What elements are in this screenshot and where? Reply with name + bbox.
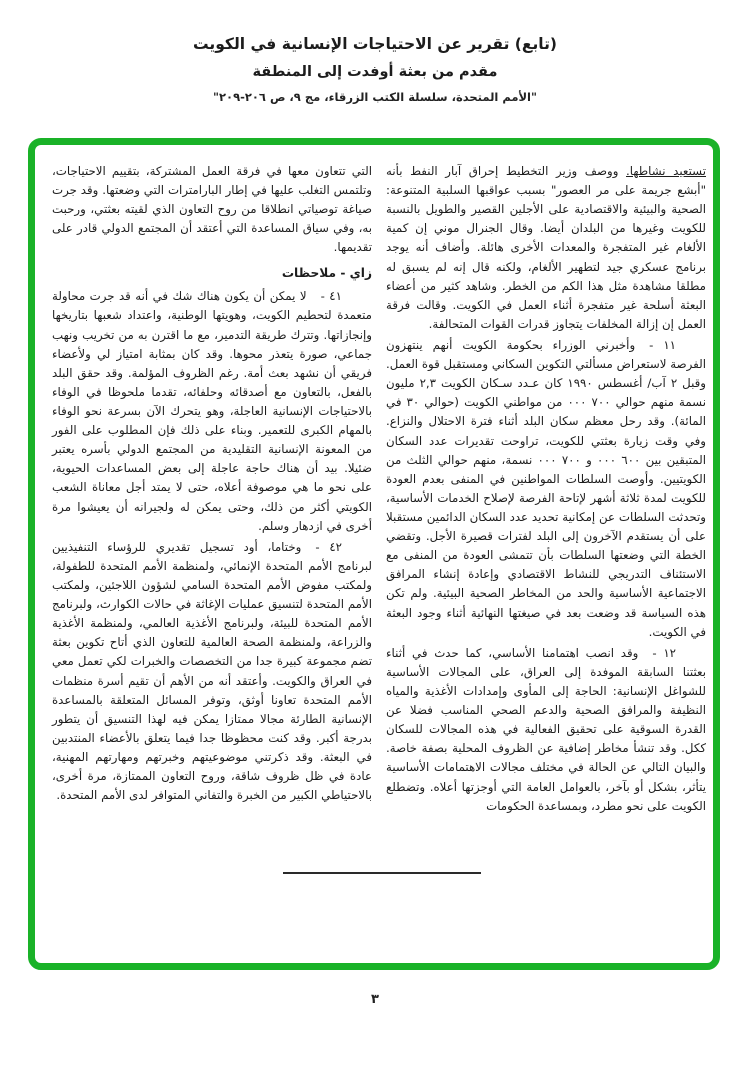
paragraph-number: ٤٢ - [315,539,342,554]
source-citation: "الأمم المتحدة، سلسلة الكتب الزرقاء، مج ٩، ص ٢٠٦-٢٠٩" [213,89,537,104]
paragraph-number: ٤١ - [320,289,342,304]
paragraph-text: وأخبرني الوزراء بحكومة الكويت أنهم ينتهزون الفرصة لاستعراض مسألتي التكوين السكاني ومستقبل قوة العمل. وقبل ٢ آب/ أغسطس ١٩٩٠ كان عـدد سـكان الكويت ٢,٣ مليون نسمة منهم حوالي ٧٠٠ ٠٠٠ من مواطني الكويت (حوالي ٣٠ في المائة). وقد رحل معظم سكان البلد أثناء فترة الاحتلال والنزاع. وفي وقت زيارة بعثتي للكويت، تراوحت تقديرات عدد السكان المتبقين بين ٦٠٠ ٠٠٠ و ٧٠٠ ٠٠٠ نسمة، منهم حوالي الثلث من الكويتيين. وأوصت السلطات المواطنين في المنفى بعدم العودة للكويت لمدة ثلاثة أشهر لإتاحة الفرصة لإصلاح الخدمات الأساسية، وتحدثت السلطات عن إمكانية تحديد عدد السكان الدائمين مستقبلا على أن يستقدم الآخرون إلى البلد لفترات قصيرة الأجل. وتقضي الخطة التي وضعتها السلطات بأن تتمشى العودة من المنفى مع الاستئناف التدريجي للنشاط الاقتصادي وإعادة إنشاء المرافق الاجتماعية الأساسية والحد من المخاطر الصحية البيئية. ولم تكن هذه السياسة قد وضعت بعد في صيغتها النهائية أثناء وجود البعثة في الكويت. [386,337,707,639]
document-title: (تابع) تقرير عن الاحتياجات الإنسانية في الكويت [192,35,557,53]
horizontal-rule-line [283,872,481,874]
paragraph-text: وقد انصب اهتمامنا الأساسي، كما حدث في أثناء بعثتنا السابقة الموفدة إلى العراق، على المجالات الأساسية للشواغل الإنسانية: الحاجة إلى المأوى وإمدادات الأغذية والمياه النظيفة والمرافق الصحية والدعم الصحي المناسب فضلا عن القدرة السوقية على تحقيق الفعالية في هذه المجالات للسكان ككل. وقد تنشأ مخاطر إضافية عن الظروف المحلية بصفة خاصة. والبيان التالي عن الحالة في مختلف مجالات الاهتمامات الأساسية يتأثر، بشكل أو بآخر، بالعوامل العامة التي أوجزتها أعلاه. وتضطلع الكويت على نحو مطرد، وبمساعدة الحكومات [386,645,706,813]
document-header [0,30,750,104]
column-right [386,162,706,818]
paragraph-number: ١١ - [649,337,676,352]
paragraph-41 [52,287,372,535]
paragraph-text: ووصف وزير التخطيط إحراق آبار النفط بأنه "أبشع جريمة على مر العصور" بسبب عواقبها السلبية المتنوعة: الصحية والبيئية والاقتصادية على الأجلين القصير والطويل بالنسبة للكويت وغيرها من البلدان أيضا. وقال الجنرال موني إن كمية الألغام غير المتفجرة والمعدات الأخرى هائلة. وأضاف أنه يوجد برنامج عسكري جيد لتطهير الألغام، ولكنه قال إنه لم يسبق له مطلقا مشاهدة مثل هذا الكم من الخطر. وشاهد كثير من أعضاء البعثة أسلحة غير متفجرة أثناء العمل في الكويت. وقالت فرقة العمل إن إزالة المخلفات يتجاوز قدرات القوات المتحالفة. [386,164,706,331]
paragraph-text: وختاما، أود تسجيل تقديري للرؤساء التنفيذيين لبرنامج الأمم المتحدة الإنمائي، ولمنظمة الأمم المتحدة للطفولة، ولمكتب مفوض الأمم المتحدة السامي لشؤون اللاجئين، ولمكتب الأمم المتحدة لتنسيق عمليات الإغاثة في حالات الكوارث، ولبرنامج الأمم المتحدة للبيئة، ولبرنامج الأغذية العالمي، ولمنظمة الأغذية والزراعة، ولمنظمة الصحة العالمية للتعاون الذي أتاح تكوين بعثة تضم مجموعة كبيرة جدا من التخصصات والخبرات لكي تعمل معي في العراق والكويت. وأعتقد أنه من الأهم أن تقيم أسرة منظمات الأمم المتحدة تعاونا أوثق، وتوفر المسائل المتعلقة بالمساعدة الإنسانية الطارئة مجالا ممتازا يمكن فيه لهذا التنسيق أن يتطور بدرجة أكبر. وقد كنت محظوظا جدا فيما يتعلق بالأعضاء المنتدبين في البعثة. وقد ذكرتني موضوعيتهم وخبرتهم ومهارتهم المهنية، عادة في ظل ظروف شاقة، وروح التعاون الممتازة، مرة أخرى، بالاحتياطي الكبير من الخبرة والتفاني المتوافر لدى الأمم المتحدة. [52,539,372,803]
underlined-lead-text: تستعيد نشاطها. [626,164,706,178]
paragraph-number: ١٢ - [652,645,676,660]
paragraph-42 [52,538,372,806]
column-left [52,162,372,807]
paragraph-continuation-left: التي تتعاون معها في فرقة العمل المشتركة، بتقييم الاحتياجات، وتلتمس التغلب عليها في إطار البارامترات التي وضعتها. وقد جرت صياغة توصياتي انطلاقا من روح التعاون الذي لقيته بعثتي، ورحبت به، وفي سياق المساعدة التي أعتقد أن المجتمع الدولي قادر على تقديمها. [52,164,372,255]
paragraph-continuation-right [386,162,706,334]
paragraph-12 [386,644,706,816]
section-heading-zay: زاي - ملاحظات [281,265,372,280]
document-subtitle: مقدم من بعثة أوفدت إلى المنطقة [252,64,498,81]
paragraph-11 [386,336,706,642]
paragraph-text: لا يمكن أن يكون هناك شك في أنه قد جرت محاولة متعمدة لتحطيم الكويت، وهويتها الوطنية، واعتداد شعبها بتاريخها وإنجازاتها. وتترك طريقة التدمير، مع ما اقترن به من تخريب ونهب جماعي، صورة يتعذر محوها. وقد كان بمثابة امتياز لي ولأعضاء فريقي أن نشهد بعث أمة. رغم الظروف المؤلمة. وقد حقق البلد بالفعل، بالتعاون مع أصدقائه وحلفائه، تقدما ملحوظا في الوفاء بالاحتياجات الإنسانية العاجلة، وهو يتحرك الآن بسرعة نحو الوفاء بالمهام الكبرى للتعمير. وبناء على ذلك فإن المطلوب على الفور من المعونة الإنسانية التقليدية من المجتمع الدولي بأسره يعتبر ضئيلا. بيد أن هناك حاجة عاجلة إلى بعض المساعدات الحيوية، على نحو ما هي موصوفة أعلاه، حتى لا يمتد أجل معاناة الشعب الكويتي أكثر من ذلك، وحتى يمكن له ولجيرانه أن يعيشوا مرة أخرى في ازدهار وسلم. [52,289,372,533]
page-number: ٣ [371,992,379,1007]
